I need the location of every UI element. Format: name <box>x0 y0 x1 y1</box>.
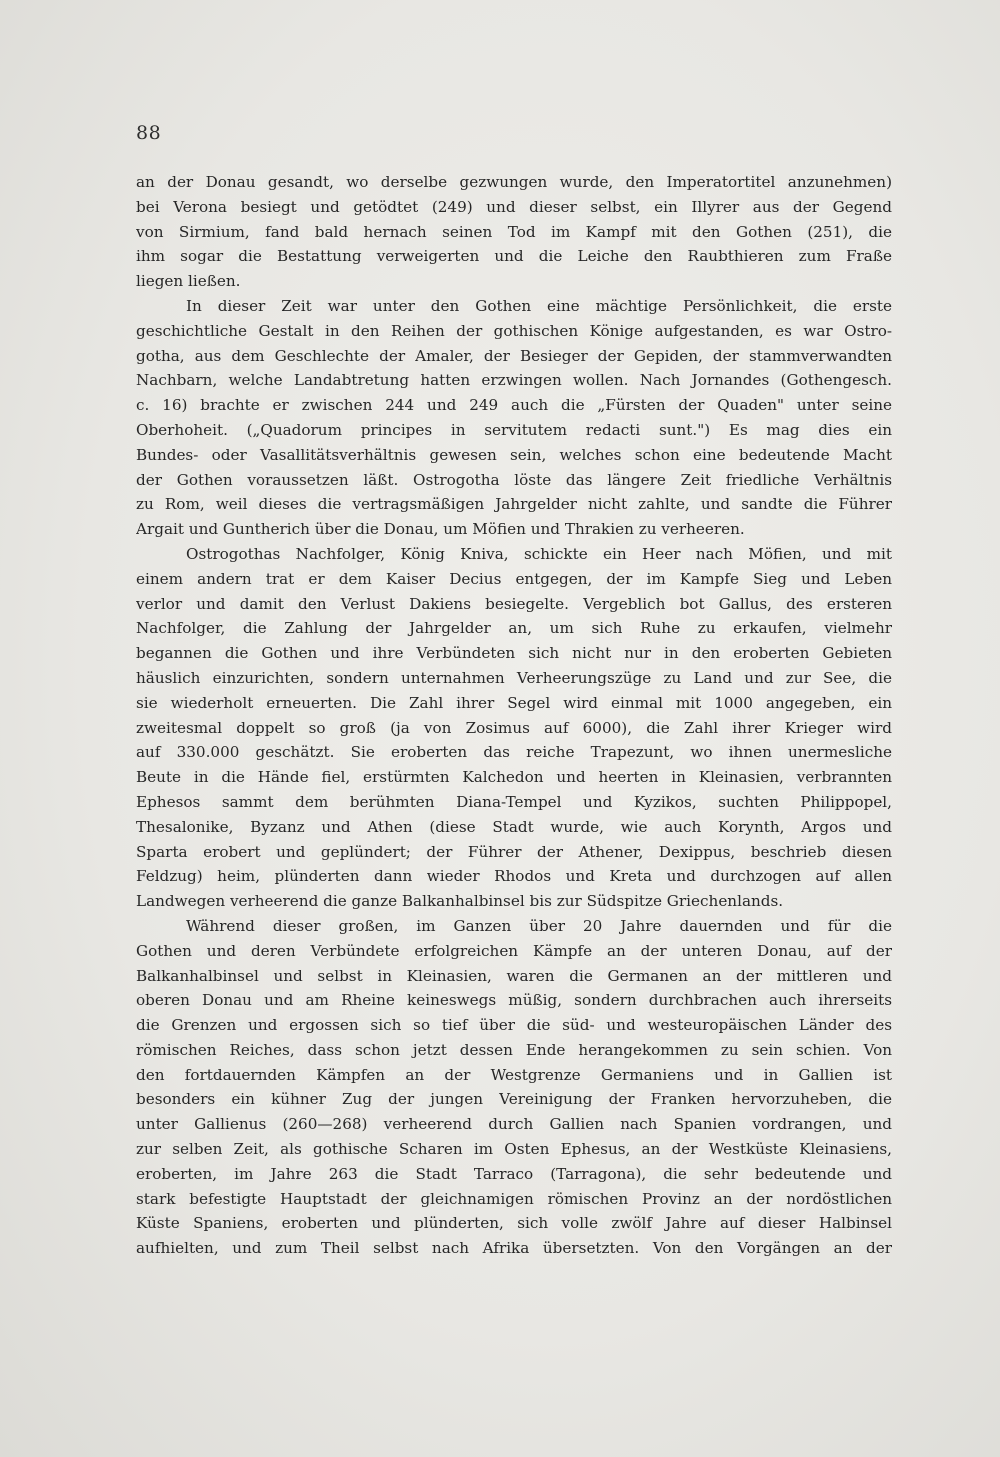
text-line: liegen ließen. <box>136 272 241 291</box>
text-line: ihm sogar die Bestattung verweigerten und die Leiche den Raubthieren zum Fraße <box>136 247 892 266</box>
text-line: stark befestigte Hauptstadt der gleichnamigen römischen Provinz an der nordöstlichen <box>136 1189 892 1208</box>
text-line: Landwegen verheerend die ganze Balkanhalbinsel bis zur Südspitze Griechenlands. <box>136 892 784 911</box>
text-line: besonders ein kühner Zug der jungen Vereinigung der Franken hervorzuheben, die <box>136 1090 892 1109</box>
text-line: von Sirmium, fand bald hernach seinen Tod im Kampf mit den Gothen (251), die <box>136 222 892 241</box>
text-line: Gothen und deren Verbündete erfolgreichen Kämpfe an der unteren Donau, auf der <box>136 941 892 960</box>
text-line: Beute in die Hände fiel, erstürmten Kalchedon und heerten in Kleinasien, verbrannten <box>136 768 892 787</box>
text-line: Ostrogothas Nachfolger, König Kniva, schickte ein Heer nach Möfien, und mit <box>186 544 892 563</box>
text-line: c. 16) brachte er zwischen 244 und 249 auch die „Fürsten der Quaden" unter seine <box>136 396 892 415</box>
body-text <box>136 170 892 1261</box>
text-line: Sparta erobert und geplündert; der Führer der Athener, Dexippus, beschrieb diesen <box>136 842 892 861</box>
text-line: In dieser Zeit war unter den Gothen eine mächtige Persönlichkeit, die erste <box>186 296 892 315</box>
text-line: der Gothen voraussetzen läßt. Ostrogotha löste das längere Zeit friedliche Verhältnis <box>136 470 892 489</box>
text-line: verlor und damit den Verlust Dakiens besiegelte. Vergeblich bot Gallus, des ersteren <box>136 594 892 613</box>
text-line: an der Donau gesandt, wo derselbe gezwungen wurde, den Imperatortitel anzunehmen) <box>136 173 892 191</box>
text-line: gotha, aus dem Geschlechte der Amaler, der Besieger der Gepiden, der stammverwandten <box>136 346 892 365</box>
text-line: Während dieser großen, im Ganzen über 20 Jahre dauernden und für die <box>186 916 892 935</box>
text-line: aufhielten, und zum Theil selbst nach Afrika übersetzten. Von den Vorgängen an der <box>136 1239 892 1258</box>
text-line: auf 330.000 geschätzt. Sie eroberten das reiche Trapezunt, wo ihnen unermesliche <box>136 743 892 762</box>
text-line: sie wiederholt erneuerten. Die Zahl ihrer Segel wird einmal mit 1000 angegeben, ein <box>136 693 892 712</box>
text-line: oberen Donau und am Rheine keineswegs müßig, sondern durchbrachen auch ihrerseits <box>136 991 892 1010</box>
text-line: zweitesmal doppelt so groß (ja von Zosimus auf 6000), die Zahl ihrer Krieger wird <box>136 718 892 737</box>
text-line: Feldzug) heim, plünderten dann wieder Rhodos und Kreta und durchzogen auf allen <box>136 867 892 886</box>
text-line: geschichtliche Gestalt in den Reihen der gothischen Könige aufgestanden, es war Ostro- <box>136 321 892 340</box>
text-line: römischen Reiches, dass schon jetzt dessen Ende herangekommen zu sein schien. Von <box>136 1040 892 1059</box>
text-line: Küste Spaniens, eroberten und plünderten, sich volle zwölf Jahre auf dieser Halbinsel <box>136 1214 892 1233</box>
text-line: Balkanhalbinsel und selbst in Kleinasien, waren die Germanen an der mittleren und <box>136 966 892 985</box>
text-line: Thesalonike, Byzanz und Athen (diese Stadt wurde, wie auch Korynth, Argos und <box>136 817 892 836</box>
text-line: Ephesos sammt dem berühmten Diana-Tempel und Kyzikos, suchten Philippopel, <box>136 792 892 811</box>
page-number: 88 <box>136 122 162 144</box>
text-line: eroberten, im Jahre 263 die Stadt Tarraco (Tarragona), die sehr bedeutende und <box>136 1164 892 1183</box>
text-line: zu Rom, weil dieses die vertragsmäßigen Jahrgelder nicht zahlte, und sandte die Führer <box>136 495 892 514</box>
text-line: Nachbarn, welche Landabtretung hatten erzwingen wollen. Nach Jornandes (Gothengesch. <box>136 371 892 390</box>
text-line: Bundes- oder Vasallitätsverhältnis gewesen sein, welches schon eine bedeutende Macht <box>136 445 892 464</box>
text-line: einem andern trat er dem Kaiser Decius entgegen, der im Kampfe Sieg und Leben <box>136 569 892 588</box>
text-line: den fortdauernden Kämpfen an der Westgrenze Germaniens und in Gallien ist <box>136 1065 892 1084</box>
text-line: häuslich einzurichten, sondern unternahmen Verheerungszüge zu Land und zur See, die <box>136 668 892 687</box>
text-line: Nachfolger, die Zahlung der Jahrgelder an, um sich Ruhe zu erkaufen, vielmehr <box>136 619 892 638</box>
text-line: unter Gallienus (260—268) verheerend durch Gallien nach Spanien vordrangen, und <box>136 1115 892 1134</box>
text-line: die Grenzen und ergossen sich so tief über die süd- und westeuropäischen Länder des <box>136 1016 892 1035</box>
text-line: zur selben Zeit, als gothische Scharen im Osten Ephesus, an der Westküste Kleinasiens, <box>136 1140 892 1159</box>
text-line: Argait und Guntherich über die Donau, um Möfien und Thrakien zu verheeren. <box>136 520 745 539</box>
text-line: bei Verona besiegt und getödtet (249) und dieser selbst, ein Illyrer aus der Gegend <box>136 197 892 216</box>
text-line: Oberhoheit. („Quadorum principes in servitutem redacti sunt.") Es mag dies ein <box>136 420 892 439</box>
text-line: begannen die Gothen und ihre Verbündeten sich nicht nur in den eroberten Gebieten <box>136 644 892 663</box>
